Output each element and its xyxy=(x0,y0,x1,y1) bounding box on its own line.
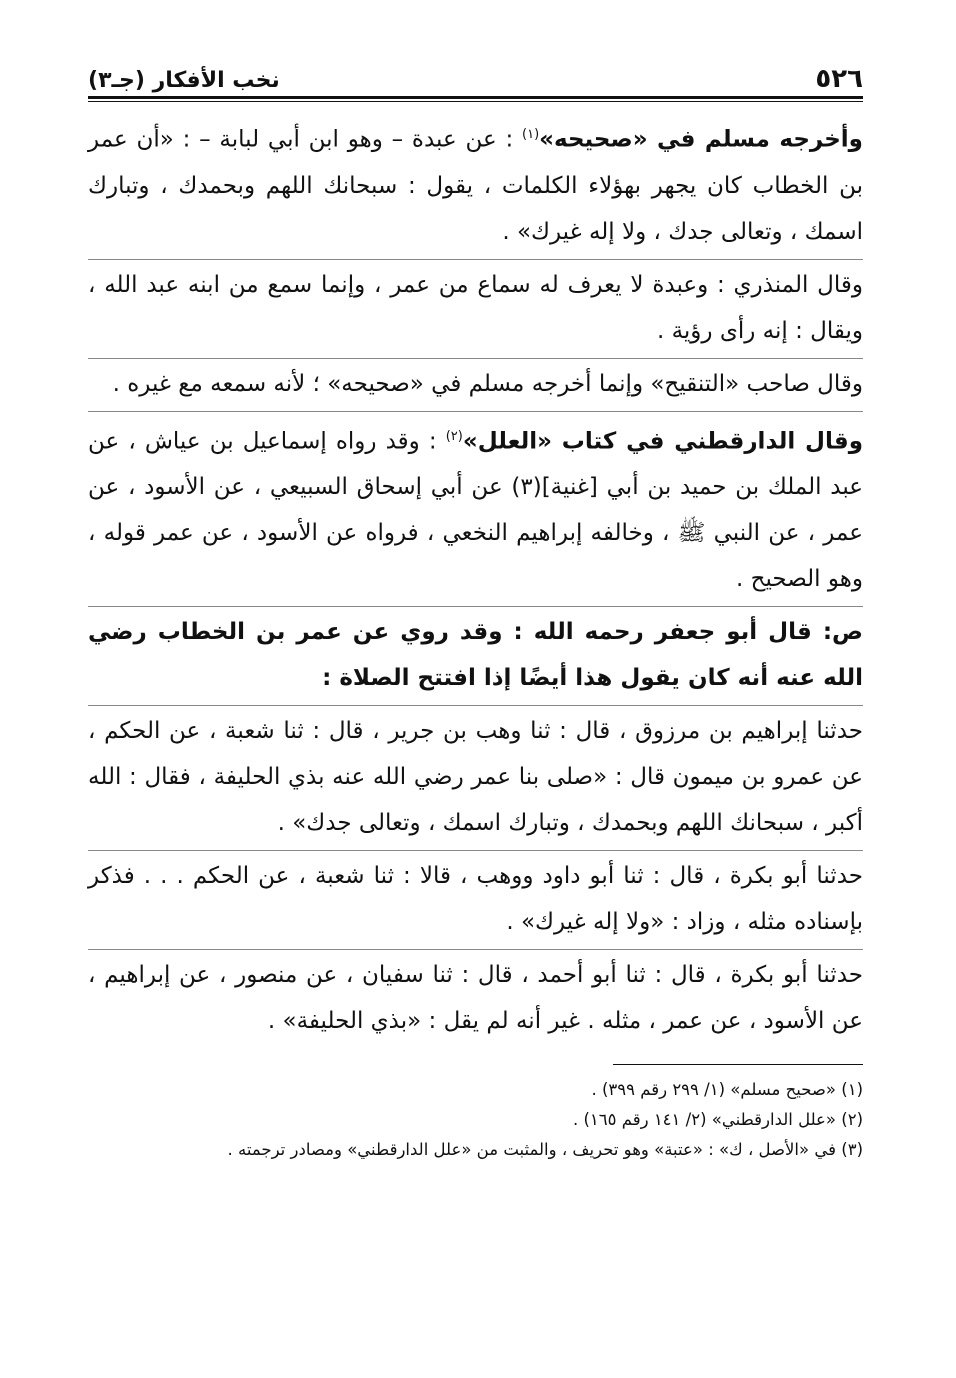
book-page xyxy=(88,48,863,1165)
paragraph-text: حدثنا إبراهيم بن مرزوق ، قال : ثنا وهب بن جرير ، قال : ثنا شعبة ، عن الحكم ، عن عمرو بن ميمون قال : «صلى بنا عمر رضي الله عنه بذي الحليفة ، فقال : الله أكبر ، سبحانك اللهم وبحمدك ، وتبارك اسمك ، وتعالى جدك» . xyxy=(88,718,863,837)
paragraph xyxy=(88,950,863,1048)
footnote: (١) «صحيح مسلم» (١/ ٢٩٩ رقم ٣٩٩) . xyxy=(591,1080,863,1100)
footnote: (٢) «علل الدارقطني» (٢/ ١٤١ رقم ١٦٥) . xyxy=(572,1110,863,1130)
paragraph-text: وقال المنذري : وعبدة لا يعرف له سماع من عمر ، وإنما سمع من ابنه عبد الله ، ويقال : إنه رأى رؤية . xyxy=(88,271,863,344)
paragraph xyxy=(88,412,863,608)
footnote: (٣) في «الأصل ، ك» : «عتبة» وهو تحريف ، والمثبت من «علل الدارقطني» ومصادر ترجمته . xyxy=(227,1140,863,1160)
footnote-ref: (١) xyxy=(522,127,540,142)
paragraph xyxy=(88,260,863,359)
paragraph-lead: وقال الدارقطني في كتاب «العلل» xyxy=(462,428,863,455)
footnotes xyxy=(88,1075,863,1165)
page-body xyxy=(88,110,863,1048)
header-rule-thick xyxy=(88,96,863,99)
paragraph-text: حدثنا أبو بكرة ، قال : ثنا أبو داود ووهب ، قالا : ثنا شعبة ، عن الحكم . . . فذكر بإسناده مثله ، وزاد : «ولا إله غيرك» . xyxy=(88,863,863,936)
paragraph xyxy=(88,359,863,412)
paragraph xyxy=(88,110,863,260)
paragraph-lead: وأخرجه مسلم في «صحيحه» xyxy=(539,126,863,153)
paragraph-text: حدثنا أبو بكرة ، قال : ثنا أبو أحمد ، قال : ثنا سفيان ، عن منصور ، عن إبراهيم ، عن الأسود ، عن عمر ، مثله . غير أنه لم يقل : «بذي الحليفة» . xyxy=(88,962,863,1035)
paragraph-text: : وقد رواه إسماعيل بن عياش ، عن عبد الملك بن حميد بن أبي [غنية](٣) عن أبي إسحاق السبيعي ، عن الأسود ، عن عمر ، عن النبي ﷺ ، وخالفه إبراهيم النخعي ، فرواه عن الأسود ، عن عمر قوله ، وهو الصحيح . xyxy=(88,428,864,593)
paragraph-text: : عن عبدة – وهو ابن أبي لبابة – : «أن عمر بن الخطاب كان يجهر بهؤلاء الكلمات ، يقول : سبحانك اللهم وبحمدك ، وتبارك اسمك ، وتعالى جدك ، ولا إله غيرك» . xyxy=(88,126,863,245)
header-rule-thin xyxy=(88,101,863,102)
running-title: نخب الأفكار (جـ٣) xyxy=(88,68,280,93)
page-header xyxy=(88,48,863,92)
footnote-ref: (٢) xyxy=(445,428,463,444)
paragraph xyxy=(88,851,863,950)
paragraph-text: ص: قال أبو جعفر رحمه الله : وقد روي عن عمر بن الخطاب رضي الله عنه أنه كان يقول هذا أيضًا إذا افتتح الصلاة : xyxy=(88,619,863,692)
paragraph xyxy=(88,706,863,851)
page-number: ٥٢٦ xyxy=(815,64,863,94)
paragraph-heading xyxy=(88,607,863,706)
footnote-separator xyxy=(613,1064,863,1065)
paragraph-text: وقال صاحب «التنقيح» وإنما أخرجه مسلم في «صحيحه» ؛ لأنه سمعه مع غيره . xyxy=(112,370,863,397)
